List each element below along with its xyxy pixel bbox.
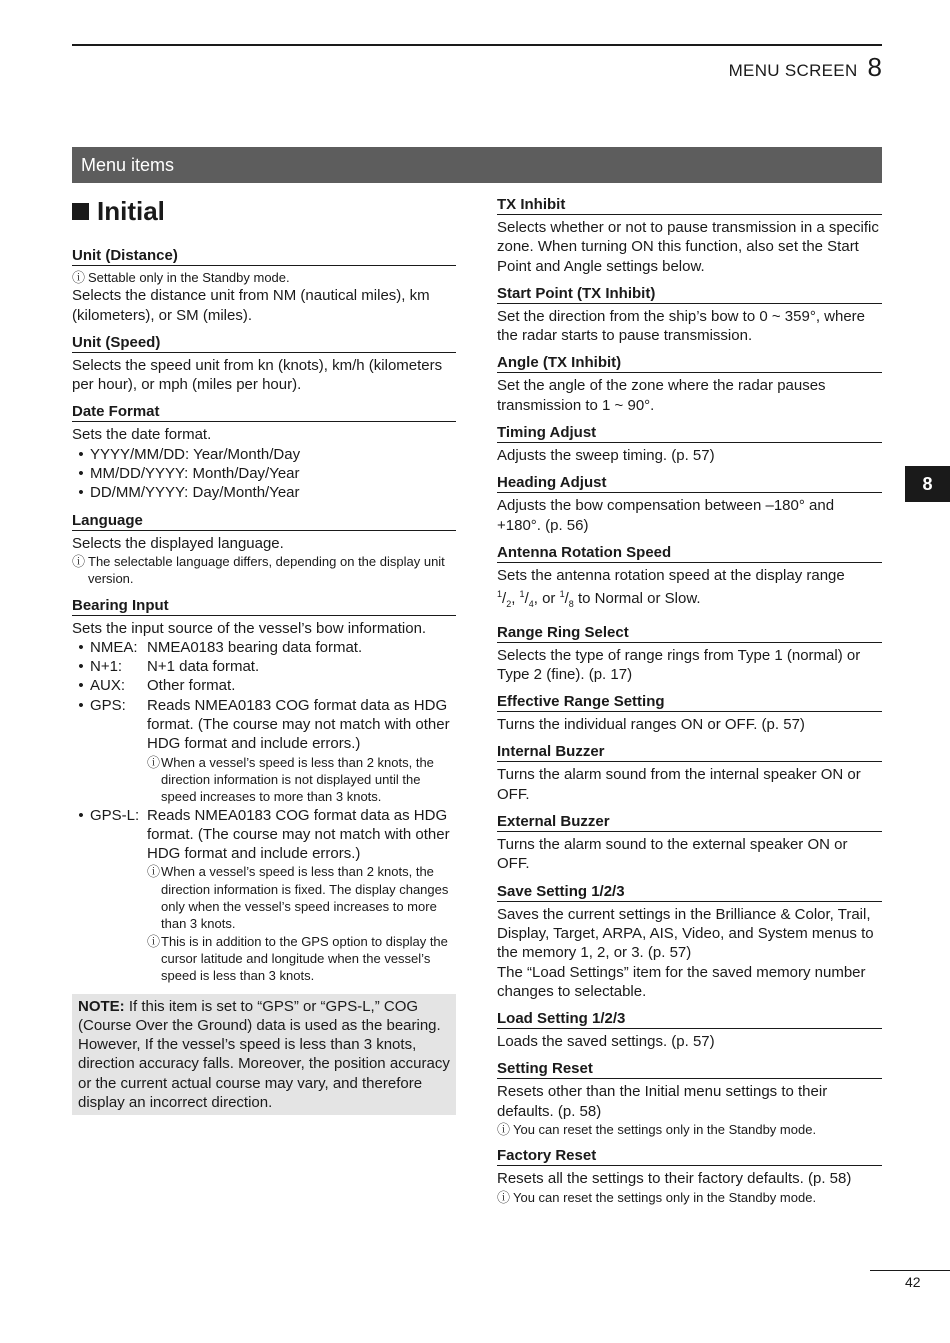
option-label: AUX:: [90, 677, 126, 695]
note: [497, 1189, 882, 1206]
item-body: Sets the date format.: [72, 426, 212, 444]
list-item: [72, 676, 456, 695]
right-column: [497, 196, 882, 1215]
item-body: Set the angle of the zone where the radar pauses transmission to 1 ~ 90°.: [497, 377, 826, 414]
item-bearing-input: [72, 597, 456, 985]
note-box-text: If this item is set to “GPS” or “GPS-L,” COG (Course Over the Ground) data is used as the bearing.: [78, 997, 441, 1034]
item-body: Selects the speed unit from kn (knots), km/h (kilometers per hour), or mph (miles per hour).: [72, 356, 443, 394]
bullet-icon: •: [78, 658, 84, 676]
page-number: 42: [905, 1274, 921, 1290]
info-icon: ⓘ: [147, 754, 161, 770]
option-label: N+1:: [90, 658, 123, 676]
option-text: Reads NMEA0183 COG format data as HDG format. (The course may not match with other HDG format and include errors.): [147, 696, 450, 753]
item-body-text: Sets the antenna rotation speed at the display range: [497, 566, 845, 584]
fraction-num: 1: [559, 589, 565, 600]
option-label: GPS-L:: [90, 806, 140, 824]
item-title: Internal Buzzer: [497, 743, 882, 762]
item-language: [72, 512, 456, 588]
item-internal-buzzer: [497, 743, 882, 804]
item-body: Turns the alarm sound to the external speaker ON or OFF.: [497, 836, 848, 873]
separator: ,: [511, 590, 520, 608]
item-unit-distance: [72, 247, 456, 325]
item-external-buzzer: [497, 813, 882, 874]
note: [497, 1121, 882, 1138]
note-box-para1: [78, 997, 450, 1036]
fraction-den: 2: [506, 599, 512, 610]
item-body: Set the direction from the ship’s bow to 0 ~ 359°, where the radar starts to pause transmission.: [497, 307, 866, 345]
item-title: TX Inhibit: [497, 196, 882, 215]
list-item-text: YYYY/MM/DD: Year/Month/Day: [90, 445, 301, 463]
item-title: Angle (TX Inhibit): [497, 354, 882, 373]
bullet-icon: •: [78, 677, 84, 695]
option-text: NMEA0183 bearing data format.: [147, 638, 363, 656]
item-body: Sets the antenna rotation speed at the display range $^1/_2$, $^1/_4$, or $^1/_8$ to Normal or Slow.: [497, 566, 845, 610]
bullet-list: [72, 638, 456, 985]
item-title: Load Setting 1/2/3: [497, 1010, 882, 1029]
item-title: Setting Reset: [497, 1060, 882, 1079]
item-title: External Buzzer: [497, 813, 882, 832]
bullet-icon: •: [78, 806, 84, 824]
item-title: Bearing Input: [72, 597, 456, 616]
item-load-setting: [497, 1010, 882, 1051]
item-body: Adjusts the bow compensation between –180° and +180°. (p. 56): [497, 497, 835, 534]
item-body: Loads the saved settings. (p. 57): [497, 1033, 715, 1051]
item-title: Language: [72, 512, 456, 531]
item-title: Unit (Speed): [72, 334, 456, 353]
bullet-icon: •: [78, 465, 84, 483]
section-title-text: Initial: [97, 196, 165, 226]
item-title: Factory Reset: [497, 1147, 882, 1166]
item-title: Range Ring Select: [497, 624, 882, 643]
list-item: [72, 657, 456, 676]
info-icon: ⓘ: [147, 864, 161, 880]
item-save-setting: [497, 883, 882, 1001]
note-label: NOTE:: [78, 997, 125, 1015]
option-label: GPS:: [90, 696, 126, 714]
fraction-den: 8: [568, 599, 574, 610]
list-item: [72, 464, 456, 483]
item-timing-adjust: [497, 424, 882, 465]
top-rule: [72, 44, 882, 46]
item-body: Selects the type of range rings from Type 1 (normal) or Type 2 (fine). (p. 17): [497, 646, 861, 683]
item-date-format: [72, 403, 456, 502]
item-effective-range-setting: [497, 693, 882, 734]
fraction-num: 1: [497, 589, 503, 600]
item-body: Turns the individual ranges ON or OFF. (p. 57): [497, 716, 805, 734]
item-unit-speed: [72, 334, 456, 395]
info-icon: ⓘ: [72, 553, 86, 569]
page-header: [729, 52, 882, 83]
item-body-tail: to Normal or Slow.: [573, 590, 701, 608]
note-text: When a vessel’s speed is less than 2 knots, the direction information is fixed. The display changes only when the vessel’s speed increases to more than 3 knots.: [161, 864, 449, 932]
item-body: Adjusts the sweep timing. (p. 57): [497, 447, 715, 465]
bullet-icon: •: [78, 638, 84, 656]
option-block: [147, 806, 456, 985]
item-title: Start Point (TX Inhibit): [497, 285, 882, 304]
list-item: [72, 483, 456, 502]
note-text: This is in addition to the GPS option to display the cursor latitude and longitude when the vessel’s speed is less than 3 knots.: [161, 933, 448, 984]
note: [147, 933, 456, 985]
note: [147, 863, 456, 932]
chapter-side-tab: 8: [905, 466, 950, 502]
item-start-point: [497, 285, 882, 346]
square-bullet-icon: [72, 203, 89, 220]
item-antenna-rotation-speed: [497, 544, 882, 615]
note: [147, 754, 456, 806]
info-icon: ⓘ: [497, 1189, 511, 1205]
fraction-num: 1: [519, 589, 525, 600]
item-title: Timing Adjust: [497, 424, 882, 443]
info-icon: ⓘ: [72, 270, 86, 285]
list-item: [72, 696, 456, 806]
note: [72, 269, 456, 286]
note: [72, 553, 456, 588]
item-angle: [497, 354, 882, 415]
item-title: Date Format: [72, 403, 456, 422]
item-body: Resets other than the Initial menu settings to their defaults. (p. 58): [497, 1083, 828, 1120]
item-body: Selects whether or not to pause transmission in a specific zone. When turning ON this function, also set the Start Point and Angle settings below.: [497, 219, 879, 275]
list-item: [72, 638, 456, 657]
note-text: The selectable language differs, depending on the display unit version.: [88, 553, 445, 587]
section-bar: Menu items: [72, 147, 882, 183]
header-chapter-number: 8: [867, 52, 882, 82]
note-box: [72, 994, 456, 1116]
option-block: [147, 696, 456, 806]
item-body: Selects the distance unit from NM (nautical miles), km (kilometers), or SM (miles).: [72, 287, 430, 324]
note-text: When a vessel’s speed is less than 2 knots, the direction information is not displayed until the speed increases to more than 3 knots.: [161, 754, 434, 805]
left-column: [72, 196, 456, 1115]
list-item: [72, 806, 456, 985]
note-text: Settable only in the Standby mode.: [88, 270, 290, 285]
item-body: Sets the input source of the vessel’s bow information.: [72, 619, 427, 637]
option-text: N+1 data format.: [147, 658, 260, 676]
item-heading-adjust: [497, 474, 882, 535]
option-text: Reads NMEA0183 COG format data as HDG format. (The course may not match with other HDG format and include errors.): [147, 806, 450, 863]
note-text: You can reset the settings only in the Standby mode.: [513, 1122, 817, 1138]
item-range-ring-select: [497, 624, 882, 685]
bullet-icon: •: [78, 484, 84, 502]
item-tx-inhibit: [497, 196, 882, 276]
bullet-icon: •: [78, 445, 84, 463]
header-title: MENU SCREEN: [728, 61, 858, 80]
separator: , or: [533, 590, 560, 608]
list-item: [72, 445, 456, 464]
option-text: Other format.: [147, 677, 236, 695]
item-body: Resets all the settings to their factory defaults. (p. 58): [497, 1170, 852, 1188]
fraction-den: 4: [528, 599, 534, 610]
item-body: Selects the displayed language.: [72, 534, 284, 552]
item-title: Effective Range Setting: [497, 693, 882, 712]
item-title: Unit (Distance): [72, 247, 456, 266]
item-body: Saves the current settings in the Brilliance & Color, Trail, Display, Target, ARPA, AIS, Video, and System menus to the memory 1, 2, or 3. (p. 57): [497, 905, 874, 962]
item-factory-reset: [497, 1147, 882, 1206]
info-icon: ⓘ: [147, 933, 161, 949]
option-label: NMEA:: [90, 638, 138, 656]
list-item-text: MM/DD/YYYY: Month/Day/Year: [90, 465, 300, 483]
item-body: The “Load Settings” item for the saved memory number changes to selectable.: [497, 963, 866, 1000]
item-setting-reset: [497, 1060, 882, 1138]
item-title: Save Setting 1/2/3: [497, 883, 882, 902]
item-title: Antenna Rotation Speed: [497, 544, 882, 563]
item-body: Turns the alarm sound from the internal speaker ON or OFF.: [497, 766, 861, 803]
info-icon: ⓘ: [497, 1122, 511, 1138]
note-box-text: However, If the vessel’s speed is less than 3 knots, direction accuracy falls. Moreover, the position accuracy or the current actual course may vary, and therefore display an incorrect direction.: [78, 1036, 450, 1111]
item-title: Heading Adjust: [497, 474, 882, 493]
bullet-list: [72, 445, 456, 503]
note-text: You can reset the settings only in the Standby mode.: [513, 1189, 817, 1205]
footer-rule: [870, 1270, 950, 1271]
bullet-icon: •: [78, 696, 84, 714]
section-title: [72, 196, 456, 227]
list-item-text: DD/MM/YYYY: Day/Month/Year: [90, 484, 300, 502]
